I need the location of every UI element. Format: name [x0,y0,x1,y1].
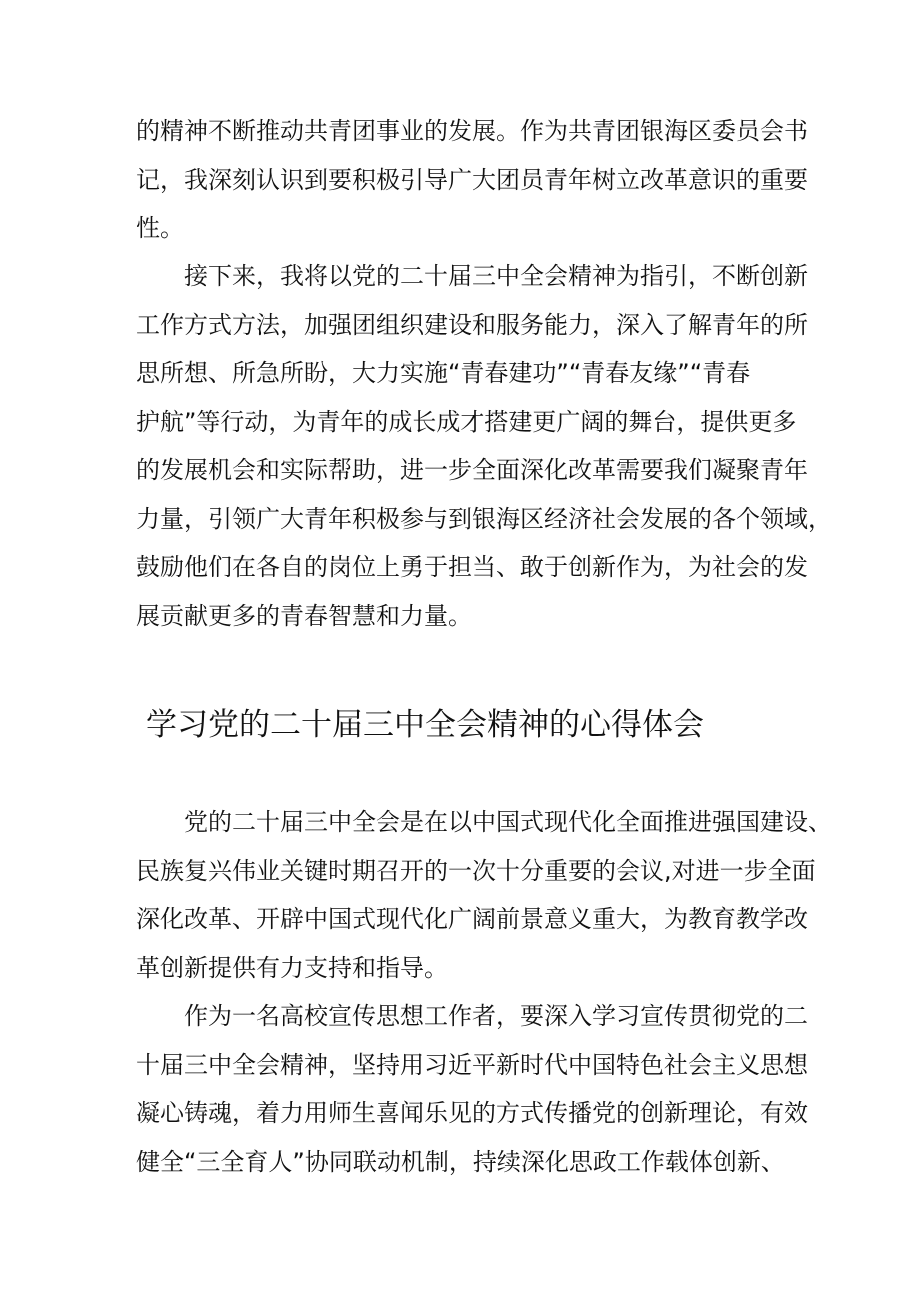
text-line: 的精神不断推动共青团事业的发展。作为共青团银海区委员会书 [136,117,808,145]
text-line: 鼓励他们在各自的岗位上勇于担当、敢于创新作为，为社会的发 [136,553,808,581]
paragraph-intro [136,798,832,992]
section-title: 学习党的二十届三中全会精神的心得体会 [146,707,704,743]
text-line: 革创新提供有力支持和指导。 [136,953,448,982]
text-line: 凝心铸魂，着力用师生喜闻乐见的方式传播党的创新理论，有效 [136,1099,808,1127]
text-line: 工作方式方法，加强团组织建设和服务能力，深入了解青年的所 [136,310,808,339]
paragraph-next-steps [136,252,832,640]
text-line: 的发展机会和实际帮助，进一步全面深化改革需要我们凝聚青年 [136,456,808,484]
paragraph-role [136,992,808,1186]
text-line: 十届三中全会精神，坚持用习近平新时代中国特色社会主义思想 [136,1050,808,1079]
paragraph-continuation [136,107,808,253]
text-line: 民族复兴伟业关键时期召开的一次十分重要的会议,对进一步全面 [136,856,816,885]
text-line: 展贡献更多的青春智慧和力量。 [136,601,472,630]
text-line: 思所想、所急所盼，大力实施“青春建功”“青春友缘”“青春 [136,359,751,387]
text-line: 护航”等行动，为青年的成长成才搭建更广阔的舞台，提供更多 [136,407,797,436]
text-line: 党的二十届三中全会是在以中国式现代化全面推进强国建设、 [184,808,832,836]
text-line: 性。 [136,214,184,242]
text-line: 记，我深刻认识到要积极引导广大团员青年树立改革意识的重要 [136,165,808,194]
text-line: 接下来，我将以党的二十届三中全会精神为指引，不断创新 [184,262,808,290]
text-line: 健全“三全育人”协同联动机制，持续深化思政工作载体创新、 [136,1147,785,1176]
text-line: 作为一名高校宣传思想工作者，要深入学习宣传贯彻党的二 [184,1002,808,1030]
text-line: 深化改革、开辟中国式现代化广阔前景意义重大，为教育教学改 [136,905,808,933]
text-line: 力量，引领广大青年积极参与到银海区经济社会发展的各个领域， [136,504,832,533]
